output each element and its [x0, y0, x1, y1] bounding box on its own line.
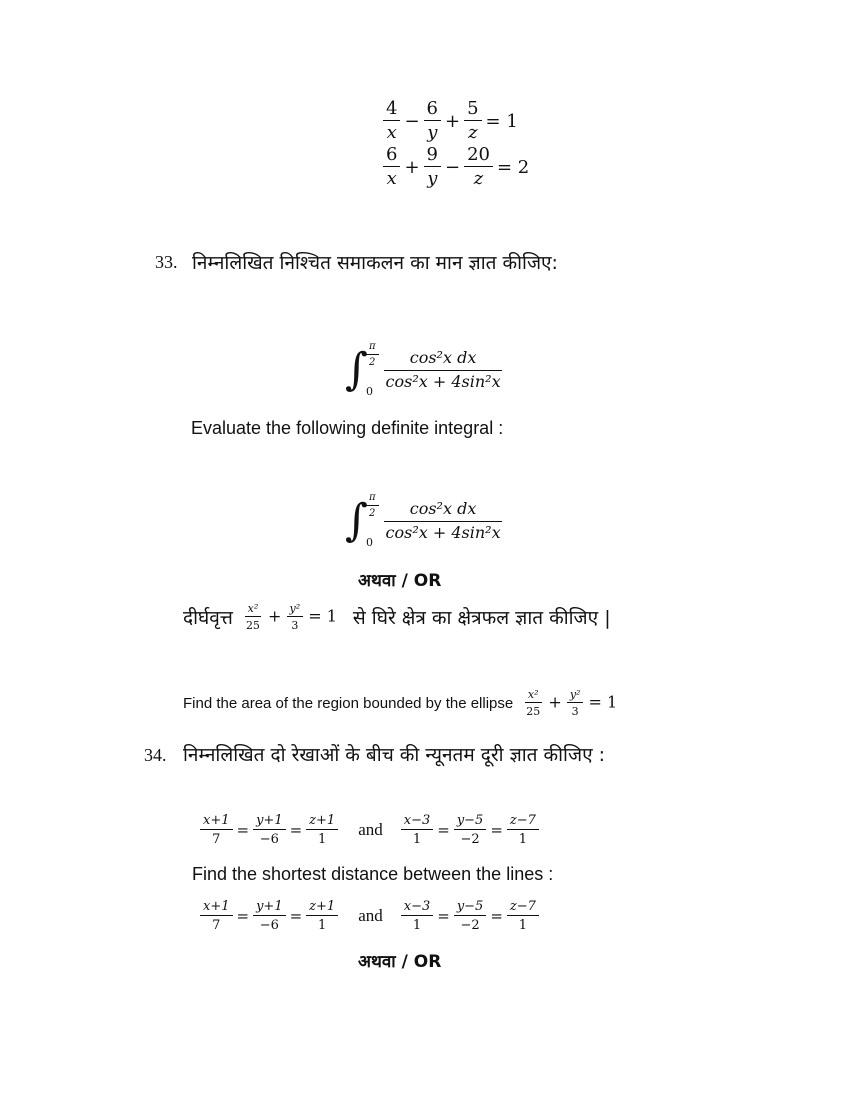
question-number-34: 34.	[144, 745, 167, 765]
or-separator: अथवा / OR	[358, 571, 442, 591]
equation-2: $\frac{6}{x}$ + $\frac{9}{y}$ − $\frac{20}{z}$ = 2	[383, 146, 533, 188]
fraction: $\frac{4}{x}$	[383, 100, 400, 142]
fraction: $\frac{6}{x}$	[383, 146, 400, 188]
question-33-english: Evaluate the following definite integral :	[191, 418, 504, 438]
equation-1: $\frac{4}{x}$ − $\frac{6}{y}$ + $\frac{5}{z}$ = 1	[383, 100, 533, 142]
integral-english	[345, 493, 504, 549]
integral-sign: ∫	[345, 495, 368, 546]
ellipse-equation: $\frac{\text{x²}}{25}$ + $\frac{\text{y²}}{3}$ = 1	[526, 688, 618, 718]
fraction: $\frac{20}{z}$	[464, 146, 493, 188]
integrand: $\frac{\text{cos²x dx}}{\text{cos²x + 4sin²x}}$	[385, 499, 501, 542]
fraction: $\frac{9}{y}$	[424, 146, 441, 188]
lines-equation-2: $\frac{x+1}{7}$ = $\frac{y+1}{-6}$ = $\frac{z+1}{1}$ and $\frac{x-3}{1}$ = $\frac{y-5}{-2}$ = $\frac{z-7}{1}$	[200, 900, 539, 932]
fraction: $\frac{6}{y}$	[424, 100, 441, 142]
alt-question-english: Find the area of the region bounded by the ellipse $\frac{\text{x²}}{25}$ + $\frac{\text{y²}}{3}$ = 1	[183, 688, 618, 718]
question-number-33: 33.	[155, 252, 178, 272]
question-34-hindi: निम्नलिखित दो रेखाओं के बीच की न्यूनतम दूरी ज्ञात कीजिए :	[183, 744, 606, 766]
lines-equation-1: $\frac{x+1}{7}$ = $\frac{y+1}{-6}$ = $\frac{z+1}{1}$ and $\frac{x-3}{1}$ = $\frac{y-5}{-2}$ = $\frac{z-7}{1}$	[200, 814, 539, 846]
or-separator: अथवा / OR	[358, 952, 442, 972]
fraction: $\frac{5}{z}$	[464, 100, 481, 142]
question-34-english: Find the shortest distance between the lines :	[192, 864, 554, 884]
integral-hindi	[345, 342, 504, 398]
ellipse-equation: $\frac{\text{x²}}{25}$ + $\frac{\text{y²}}{3}$ = 1	[245, 602, 337, 632]
integral-limits: $\frac{\pi}{2}$ 0	[366, 493, 379, 549]
question-33-hindi: निम्नलिखित निश्चित समाकलन का मान ज्ञात कीजिए:	[192, 252, 558, 274]
alt-question-hindi: दीर्घवृत्त $\frac{\text{x²}}{25}$ + $\frac{\text{y²}}{3}$ = 1 से घिरे क्षेत्र का क्षेत्रफल ज्ञात कीजिए |	[183, 602, 611, 632]
equation-system	[383, 100, 533, 188]
integral-sign: ∫	[345, 344, 368, 395]
integrand: $\frac{\text{cos²x dx}}{\text{cos²x + 4sin²x}}$	[385, 348, 501, 391]
integral-limits: $\frac{\pi}{2}$ 0	[366, 342, 379, 398]
